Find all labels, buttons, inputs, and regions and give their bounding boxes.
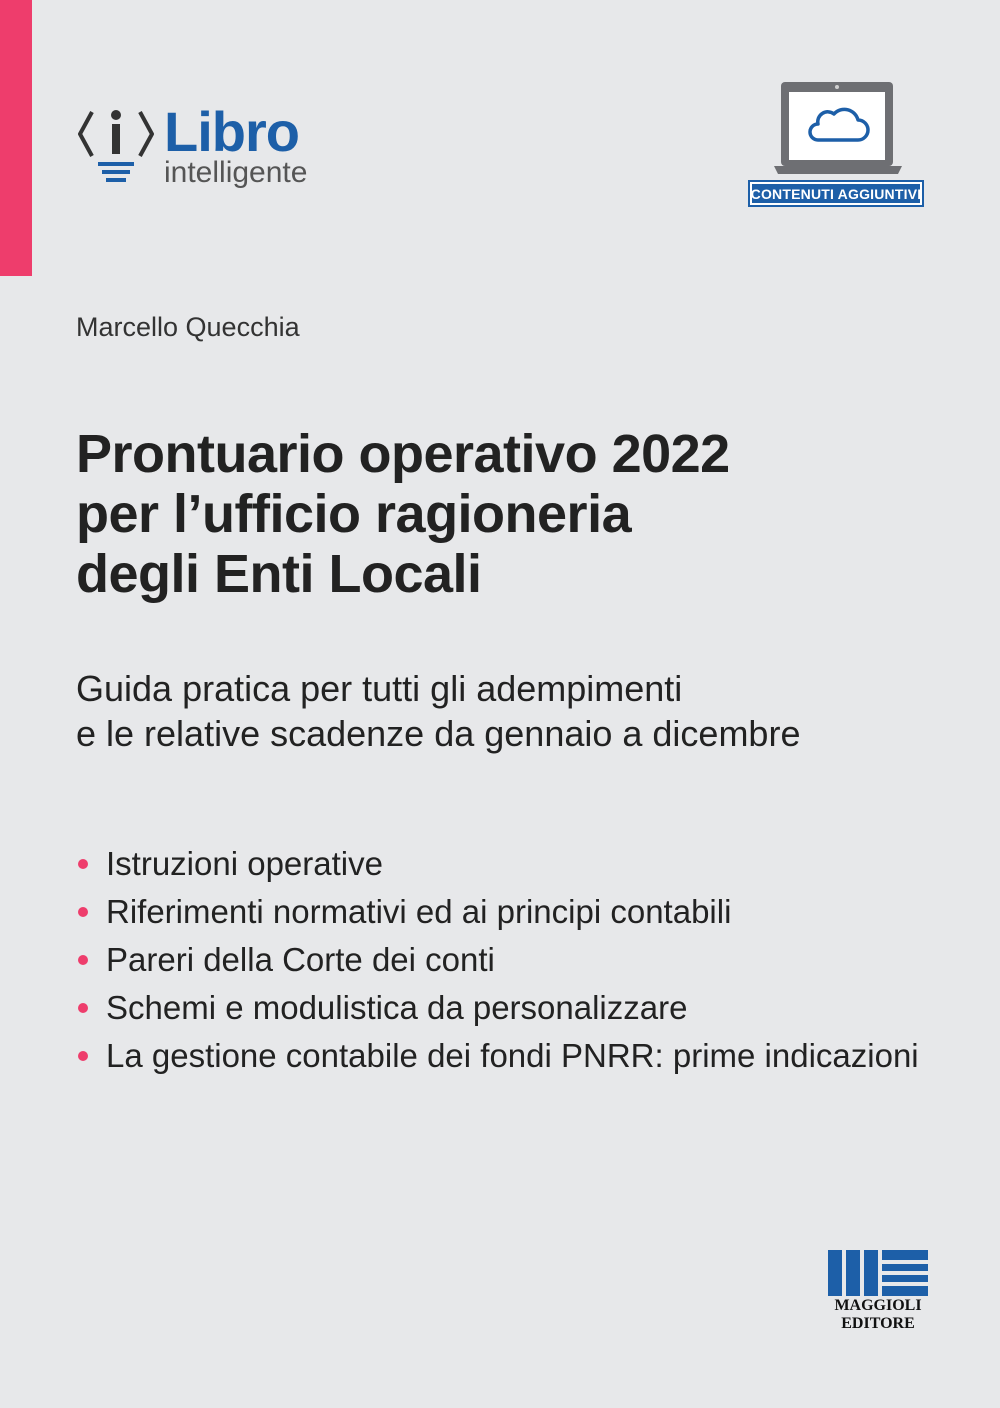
publisher-name — [826, 1297, 930, 1333]
publisher-line: MAGGIOLI — [834, 1297, 922, 1314]
bullet-dot-icon — [78, 1003, 88, 1013]
ilibro-logo-word: Libro — [164, 100, 299, 163]
pink-accent-strip — [0, 0, 32, 276]
feature-item — [76, 984, 919, 1032]
feature-item — [76, 840, 919, 888]
feature-text: Pareri della Corte dei conti — [106, 941, 495, 978]
bullet-dot-icon — [78, 907, 88, 917]
book-subtitle — [76, 666, 956, 756]
subtitle-line: Guida pratica per tutti gli adempimenti — [76, 668, 683, 709]
bullet-dot-icon — [78, 1051, 88, 1061]
feature-text: Istruzioni operative — [106, 845, 383, 882]
feature-item — [76, 936, 919, 984]
publisher-line: EDITORE — [841, 1315, 915, 1332]
feature-list — [76, 840, 919, 1080]
maggioli-editore-logo — [826, 1250, 930, 1336]
ilibro-bulb-icon — [76, 100, 166, 195]
title-line: Prontuario operativo 2022 — [76, 424, 730, 484]
feature-text: Schemi e modulistica da personalizzare — [106, 989, 688, 1026]
laptop-icon — [748, 80, 928, 180]
feature-text: Riferimenti normativi ed ai principi contabili — [106, 893, 732, 930]
book-title — [76, 424, 936, 604]
feature-item — [76, 888, 919, 936]
contenuti-aggiuntivi-label: CONTENUTI AGGIUNTIVI — [748, 180, 924, 207]
author-name: Marcello Quecchia — [76, 312, 300, 342]
bullet-dot-icon — [78, 859, 88, 869]
subtitle-line: e le relative scadenze da gennaio a dicembre — [76, 713, 801, 754]
ilibro-logo — [76, 100, 316, 200]
feature-text: La gestione contabile dei fondi PNRR: prime indicazioni — [106, 1037, 919, 1074]
maggioli-mark-icon — [828, 1250, 928, 1296]
title-line: per l’ufficio ragioneria — [76, 484, 632, 544]
bullet-dot-icon — [78, 955, 88, 965]
feature-item — [76, 1032, 919, 1080]
contenuti-aggiuntivi-badge — [748, 80, 928, 212]
ilibro-logo-sub: intelligente — [164, 156, 308, 189]
title-line: degli Enti Locali — [76, 544, 482, 604]
